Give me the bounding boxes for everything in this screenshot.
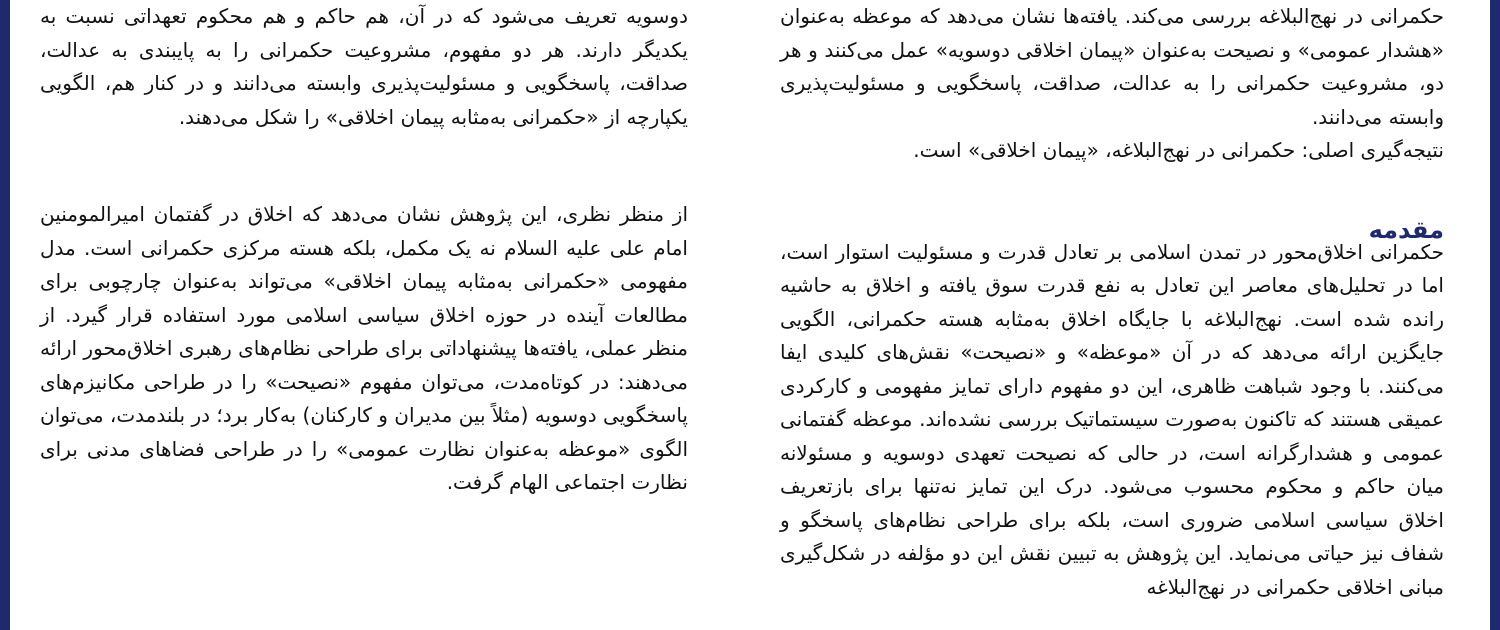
abstract-tail-paragraph: حکمرانی در نهج‌البلاغه بررسی می‌کند. یافته‌ها نشان می‌دهد که موعظه به‌عنوان «هشدار عمومی» و نصیحت به‌عنوان «پیمان اخلاقی دوسویه» عمل می‌کنند و هر دو، مشروعیت حکمرانی را به عدالت، صداقت، پاسخگویی و مسئولیت‌پذیری وابسته می‌دانند. bbox=[780, 4, 1444, 129]
left-edge-bar bbox=[0, 0, 10, 630]
left-paragraph-1: دوسویه تعریف می‌شود که در آن، هم حاکم و هم محکوم تعهداتی نسبت به یکدیگر دارند. هر دو مفهوم، مشروعیت حکمرانی را به پایبندی به عدالت، صداقت، پاسخگویی و مسئولیت‌پذیری وابسته می‌دانند و در کنار هم، الگویی یکپارچه از «حکمرانی به‌مثابه پیمان اخلاقی» را شکل می‌دهند. bbox=[40, 4, 688, 129]
main-conclusion: نتیجه‌گیری اصلی: حکمرانی در نهج‌البلاغه، «پیمان اخلاقی» است. bbox=[913, 138, 1444, 162]
intro-paragraph: حکمرانی اخلاق‌محور در تمدن اسلامی بر تعادل قدرت و مسئولیت استوار است، اما در تحلیل‌های معاصر این تعادل به نفع قدرت سوق یافته و اخلاق به حاشیه رانده شده است. نهج‌البلاغه با جایگاه اخلاق به‌مثابه هسته حکمرانی، الگویی جایگزین ارائه می‌دهد که در آن «موعظه» و «نصیحت» نقش‌های کلیدی ایفا می‌کنند. با وجود شباهت ظاهری، این دو مفهوم دارای تمایز مفهومی و کارکردی عمیقی هستند که تاکنون به‌صورت سیستماتیک بررسی نشده‌اند. موعظه گفتمانی عمومی و هشدارگرانه است، در حالی که نصیحت تعهدی دوسویه و مسئولانه میان حاکم و محکوم محسوب می‌شود. درک این تمایز نه‌تنها برای بازتعریف اخلاق سیاسی اسلامی ضروری است، بلکه برای طراحی نظام‌های پاسخگو و شفاف نیز حیاتی می‌نماید. این پژوهش به تبیین نقش این دو مؤلفه در شکل‌گیری مبانی اخلاقی حکمرانی در نهج‌البلاغه bbox=[780, 239, 1444, 599]
right-edge-bar bbox=[1490, 0, 1500, 630]
right-column bbox=[780, 0, 1444, 604]
left-column bbox=[40, 0, 688, 500]
left-paragraph-2: از منظر نظری، این پژوهش نشان می‌دهد که اخلاق در گفتمان امیرالمومنین امام علی علیه السلام نه یک مکمل، بلکه هسته مرکزی حکمرانی است. مدل مفهومی «حکمرانی به‌مثابه پیمان اخلاقی» می‌تواند به‌عنوان چارچوبی برای مطالعات آینده در حوزه اخلاق سیاسی اسلامی مورد استفاده قرار گیرد. از منظر عملی، یافته‌ها پیشنهاداتی برای طراحی نظام‌های رهبری اخلاق‌محور ارائه می‌دهند: در کوتاه‌مدت، می‌توان مفهوم «نصیحت» را در طراحی مکانیزم‌های پاسخگویی دوسویه (مثلاً بین مدیران و کارکنان) به‌کار برد؛ در بلندمدت، می‌توان الگوی «موعظه به‌عنوان نظارت عمومی» را در طراحی فضاهای مدنی برای نظارت اجتماعی الهام گرفت. bbox=[40, 202, 688, 494]
intro-heading: مقدمه bbox=[1368, 215, 1444, 244]
